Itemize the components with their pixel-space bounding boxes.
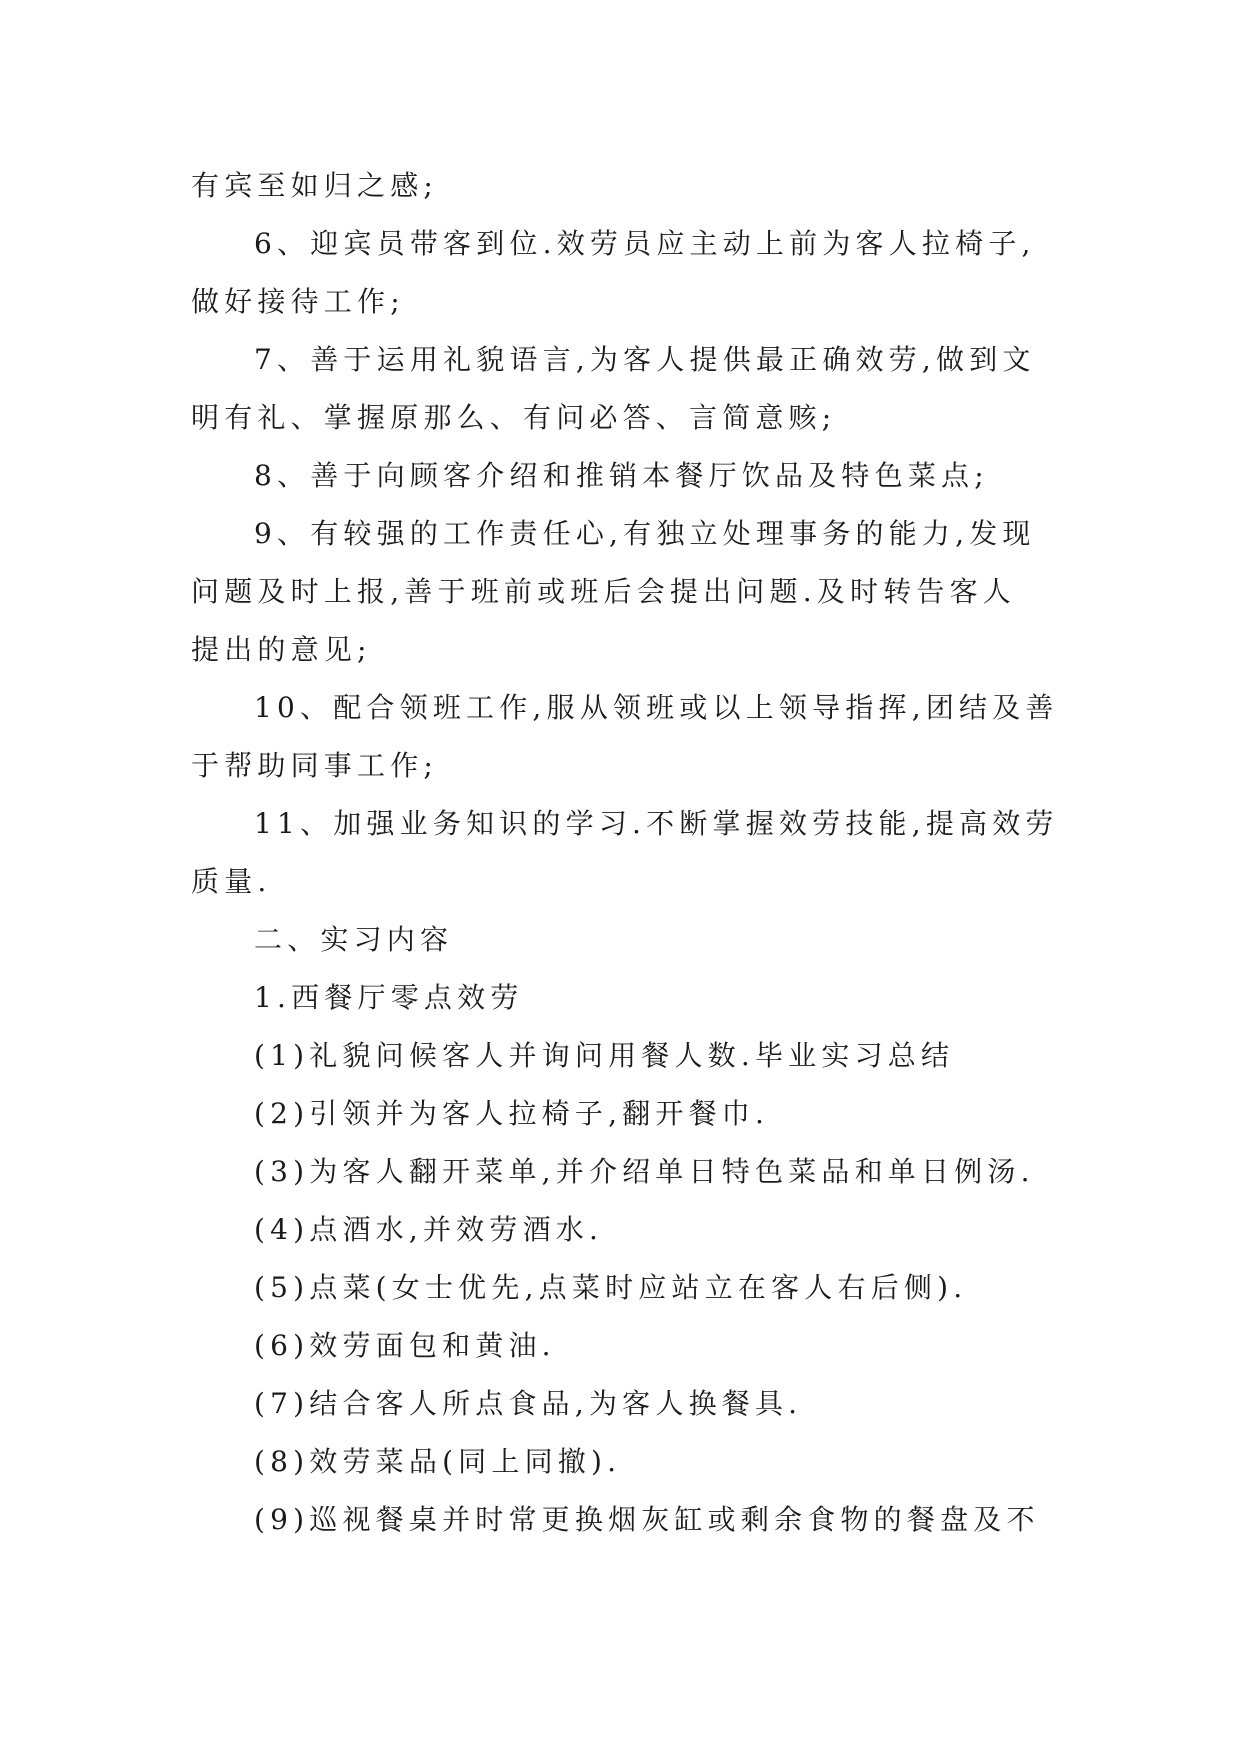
text-line: 问题及时上报,善于班前或班后会提出问题.及时转告客人 (191, 575, 1017, 608)
text-line: 7、善于运用礼貌语言,为客人提供最正确效劳,做到文 (254, 343, 1036, 376)
list-item: (7)结合客人所点食品,为客人换餐具. (254, 1387, 803, 1420)
list-item: (4)点酒水,并效劳酒水. (254, 1213, 604, 1246)
text-line: 做好接待工作; (191, 285, 405, 318)
text-line: 有宾至如归之感; (191, 169, 439, 202)
list-item: (6)效劳面包和黄油. (254, 1329, 556, 1362)
text-line: 11、加强业务知识的学习.不断掌握效劳技能,提高效劳 (254, 807, 1059, 840)
list-item: (8)效劳菜品(同上同撤). (254, 1445, 622, 1478)
text-line: 明有礼、掌握原那么、有问必答、言简意赅; (191, 401, 837, 434)
subsection-heading: 1.西餐厅零点效劳 (254, 981, 524, 1014)
text-line: 提出的意见; (191, 633, 372, 666)
list-item: (3)为客人翻开菜单,并介绍单日特色菜品和单日例汤. (254, 1155, 1035, 1188)
text-line: 质量. (191, 865, 272, 898)
section-heading: 二、实习内容 (254, 923, 454, 956)
list-item: (5)点菜(女士优先,点菜时应站立在客人右后侧). (254, 1271, 968, 1304)
text-line: 10、配合领班工作,服从领班或以上领导指挥,团结及善 (254, 691, 1059, 724)
list-item: (2)引领并为客人拉椅子,翻开餐巾. (254, 1097, 770, 1130)
text-line: 于帮助同事工作; (191, 749, 439, 782)
list-item: (9)巡视餐桌并时常更换烟灰缸或剩余食物的餐盘及不 (254, 1503, 1040, 1536)
list-item: (1)礼貌问候客人并询问用餐人数.毕业实习总结 (254, 1039, 955, 1072)
text-line: 6、迎宾员带客到位.效劳员应主动上前为客人拉椅子, (254, 227, 1036, 260)
text-line: 8、善于向顾客介绍和推销本餐厅饮品及特色菜点; (254, 459, 989, 492)
text-line: 9、有较强的工作责任心,有独立处理事务的能力,发现 (254, 517, 1036, 550)
